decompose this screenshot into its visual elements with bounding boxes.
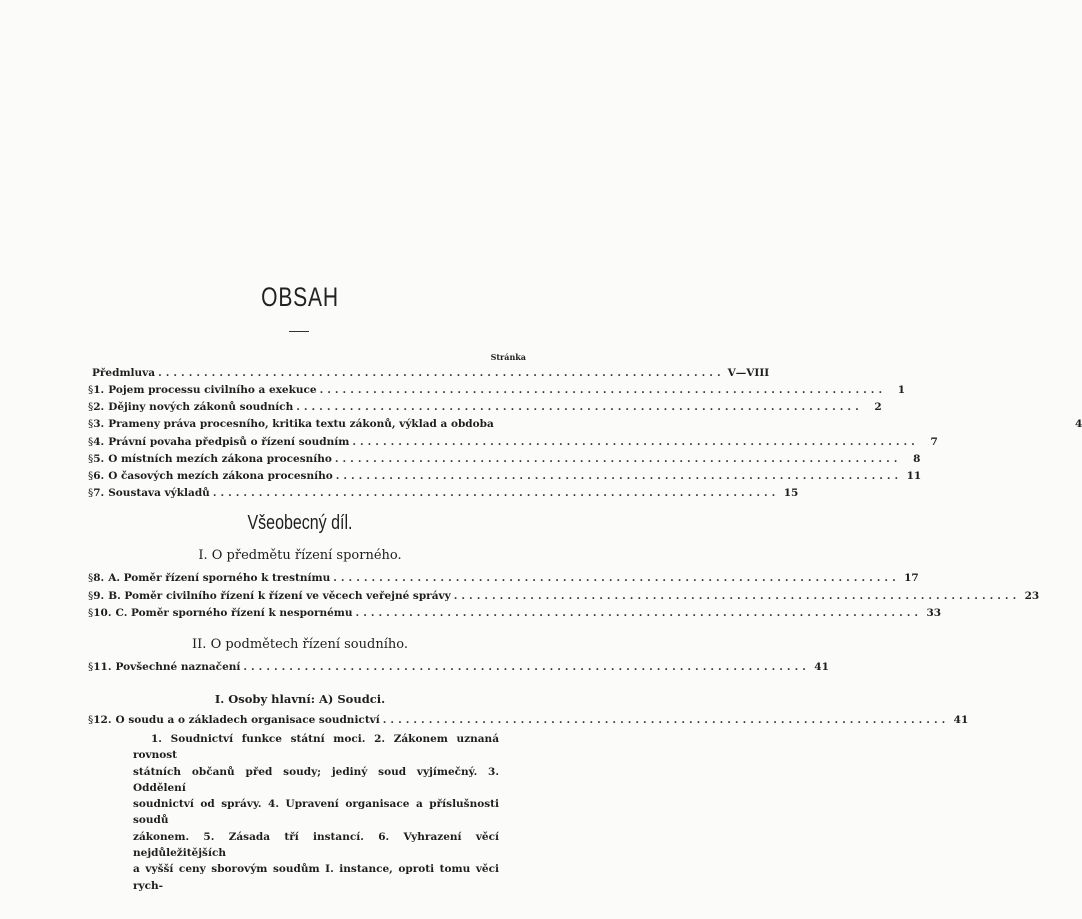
entry-text: Prameny práva procesního, kritika textu zákonů, výklad a obdoba <box>108 418 494 431</box>
entry-text: B. Poměr civilního řízení k řízení ve věcech veřejné správy <box>108 589 451 602</box>
leader-dots: .......................................................................... <box>382 714 950 726</box>
section-sign: § <box>88 435 94 448</box>
chapter-title: I. O předmětu řízení sporného. <box>198 548 402 563</box>
entry-page: 11 <box>906 470 922 482</box>
leader-dots: .......................................................................... <box>335 470 903 482</box>
section-sign: § <box>88 572 94 584</box>
entry-text: Právní povaha předpisů o řízení soudním <box>108 435 350 448</box>
leader-dots: .......................................................................... <box>212 487 780 500</box>
entry-page: 2 <box>874 401 882 414</box>
entry-number: 9. <box>93 589 105 602</box>
entry-page: 4 <box>1075 418 1082 431</box>
entry-number: 6. <box>93 470 105 482</box>
entry-page: 23 <box>1024 589 1040 602</box>
toc-entry[interactable] <box>88 452 921 469</box>
entry-text: Dějiny nových zákonů soudních <box>108 401 294 414</box>
leader-dots: .......................................................................... <box>158 367 725 379</box>
entry-text: Soustava výkladů <box>108 487 210 500</box>
toc-entry[interactable] <box>88 661 829 677</box>
toc-entry[interactable] <box>88 418 1082 434</box>
leader-dots: .......................................................................... <box>453 589 1021 602</box>
entry-number: 5. <box>93 452 105 465</box>
section-sign: § <box>88 452 94 465</box>
subchapter-title: I. Osoby hlavní: A) Soudci. <box>214 692 386 706</box>
leader-dots: .......................................................................... <box>352 435 919 448</box>
leader-dots: .......................................................................... <box>355 607 923 619</box>
entry-number: 11. <box>93 661 112 673</box>
toc-entry[interactable] <box>88 470 922 486</box>
entry-number: 12. <box>93 714 112 726</box>
entry-page: 17 <box>904 572 919 584</box>
page-column-header: Stránka <box>490 352 526 362</box>
entry-text: Povšechné naznačení <box>115 661 241 673</box>
summary-line: zákonem. 5. Zásada tří instancí. 6. Vyhrazení věcí nejdůležitějších <box>133 830 499 860</box>
section-sign: § <box>88 607 94 619</box>
entry-text: Předmluva <box>92 367 156 379</box>
leader-dots: .......................................................................... <box>319 384 887 396</box>
summary-line: 1. Soudnictví funkce státní moci. 2. Zákonem uznaná rovnost <box>133 733 499 762</box>
toc-entry[interactable] <box>88 401 882 417</box>
toc-entry[interactable] <box>88 572 919 588</box>
entry-text: A. Poměr řízení sporného k trestnímu <box>108 572 331 584</box>
section-summary <box>133 731 499 894</box>
entry-text: O časových mezích zákona procesního <box>108 470 333 482</box>
summary-line: a vyšší ceny sborovým soudům I. instance, oproti tomu věci rych- <box>133 863 499 892</box>
entry-number: 8. <box>93 572 105 584</box>
page-title: OBSAH <box>261 282 339 312</box>
toc-entry[interactable] <box>88 714 969 730</box>
entry-text: O místních mezích zákona procesního <box>108 452 332 465</box>
summary-line: státních občanů před soudy; jediný soud vyjímečný. 3. Oddělení <box>133 765 499 794</box>
toc-entry[interactable] <box>88 487 799 503</box>
section-sign: § <box>88 714 94 726</box>
entry-number: 3. <box>93 418 105 431</box>
title-divider <box>289 331 309 332</box>
entry-text: Pojem processu civilního a exekuce <box>108 384 317 396</box>
toc-entry[interactable] <box>88 384 906 400</box>
entry-page: V—VIII <box>727 367 770 379</box>
leader-dots: .......................................................................... <box>333 572 900 584</box>
entry-page: 7 <box>930 435 938 448</box>
summary-line: soudnictví od správy. 4. Upravení organisace a příslušnosti soudů <box>133 798 499 827</box>
entry-number: 7. <box>93 487 105 500</box>
leader-dots: .......................................................................... <box>243 661 810 673</box>
entry-page: 41 <box>814 661 829 673</box>
part-title: Všeobecný díl. <box>247 512 353 534</box>
entry-number: 1. <box>93 384 105 396</box>
toc-entry[interactable] <box>88 589 1040 606</box>
entry-page: 41 <box>953 714 969 726</box>
section-sign: § <box>88 401 94 414</box>
leader-dots: .......................................................................... <box>296 401 863 414</box>
section-sign: § <box>88 487 94 500</box>
section-sign: § <box>88 418 94 431</box>
section-sign: § <box>88 384 94 396</box>
toc-entry[interactable] <box>88 607 942 623</box>
entry-page: 8 <box>913 452 921 465</box>
entry-page: 1 <box>897 384 906 396</box>
entry-number: 4. <box>93 435 105 448</box>
section-sign: § <box>88 470 94 482</box>
chapter-title: II. O podmětech řízení soudního. <box>192 637 408 652</box>
section-sign: § <box>88 661 94 673</box>
entry-number: 10. <box>93 607 112 619</box>
toc-entry-preface[interactable] <box>88 367 770 383</box>
entry-text: C. Poměr sporného řízení k nespornému <box>115 607 353 619</box>
section-sign: § <box>88 589 94 602</box>
toc-entry[interactable] <box>88 435 938 452</box>
entry-text: O soudu a o základech organisace soudnictví <box>115 714 380 726</box>
entry-page: 15 <box>783 487 799 500</box>
entry-number: 2. <box>93 401 105 414</box>
entry-page: 33 <box>926 607 942 619</box>
leader-dots: .......................................................................... <box>334 452 902 465</box>
